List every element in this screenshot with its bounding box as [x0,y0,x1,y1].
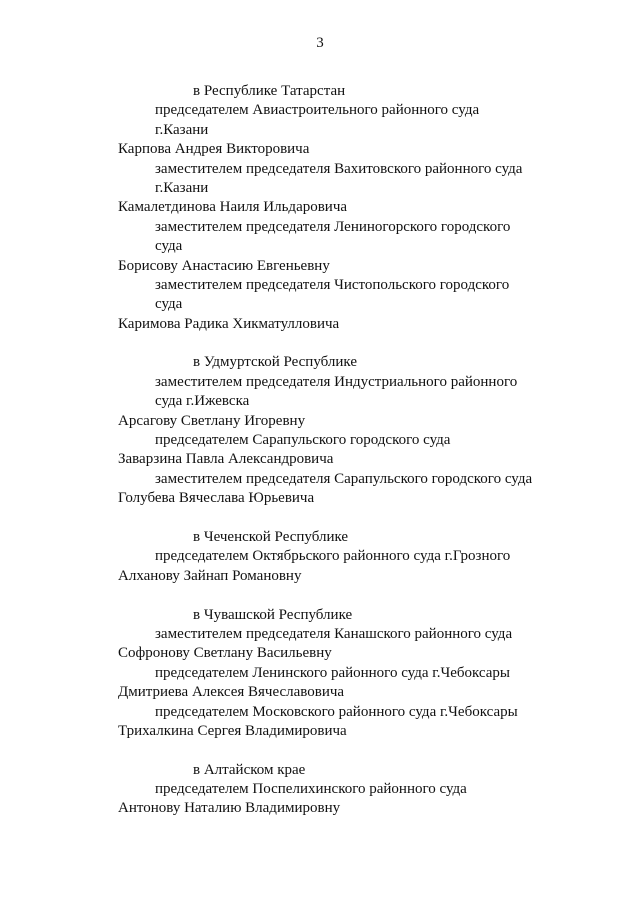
appointee-name: Антонову Наталию Владимировну [118,800,341,817]
section-spacer [0,334,640,353]
appointee-name: Арсагову Светлану Игоревну [118,412,306,429]
position-line: председателем Октябрьского районного суда г.Грозного [155,548,511,565]
region-heading: в Чеченской Республике [193,528,349,545]
position-line: г.Казани [155,121,209,138]
appointee-name: Камалетдинова Наиля Ильдаровича [118,199,348,216]
section-spacer [0,509,640,528]
position-line: суда г.Ижевска [155,393,250,410]
appointee-name: Заварзина Павла Александровича [118,451,334,468]
position-line: заместителем председателя Лениногорского городского [155,218,511,235]
region-section [0,82,640,334]
region-section [0,761,640,819]
region-section [0,353,640,508]
appointee-name: Дмитриева Алексея Вячеславовича [118,684,345,701]
section-spacer [0,586,640,605]
appointee-name: Голубева Вячеслава Юрьевича [118,490,315,507]
page-number: 3 [316,35,324,51]
region-section [0,606,640,742]
appointments-list [0,82,640,819]
region-section [0,528,640,586]
position-line: заместителем председателя Вахитовского районного суда [155,160,523,177]
appointee-name: Софронову Светлану Васильевну [118,645,332,662]
appointee-name: Карпова Андрея Викторовича [118,141,310,158]
position-line: председателем Сарапульского городского суда [155,432,451,449]
position-line: председателем Поспелихинского районного суда [155,781,467,798]
region-heading: в Республике Татарстан [193,83,346,99]
appointee-name: Алханову Зайнап Романовну [118,567,302,584]
position-line: заместителем председателя Индустриального районного [155,373,518,390]
position-line: г.Казани [155,179,209,196]
position-line: заместителем председателя Сарапульского городского суда [155,470,533,487]
appointee-name: Борисову Анастасию Евгеньевну [118,257,330,274]
position-line: суда [155,238,183,255]
region-heading: в Чувашской Республике [193,606,353,623]
appointee-name: Трихалкина Сергея Владимировича [118,722,347,739]
position-line: суда [155,296,183,313]
position-line: председателем Московского районного суда г.Чебоксары [155,703,518,720]
position-line: заместителем председателя Чистопольского городского [155,276,510,293]
appointee-name: Каримова Радика Хикматулловича [118,315,340,332]
position-line: заместителем председателя Канашского районного суда [155,625,513,642]
region-heading: в Удмуртской Республике [193,354,357,371]
section-spacer [0,741,640,760]
region-heading: в Алтайском крае [193,761,306,778]
position-line: председателем Авиастроительного районного суда [155,102,480,119]
position-line: председателем Ленинского районного суда г.Чебоксары [155,664,511,681]
